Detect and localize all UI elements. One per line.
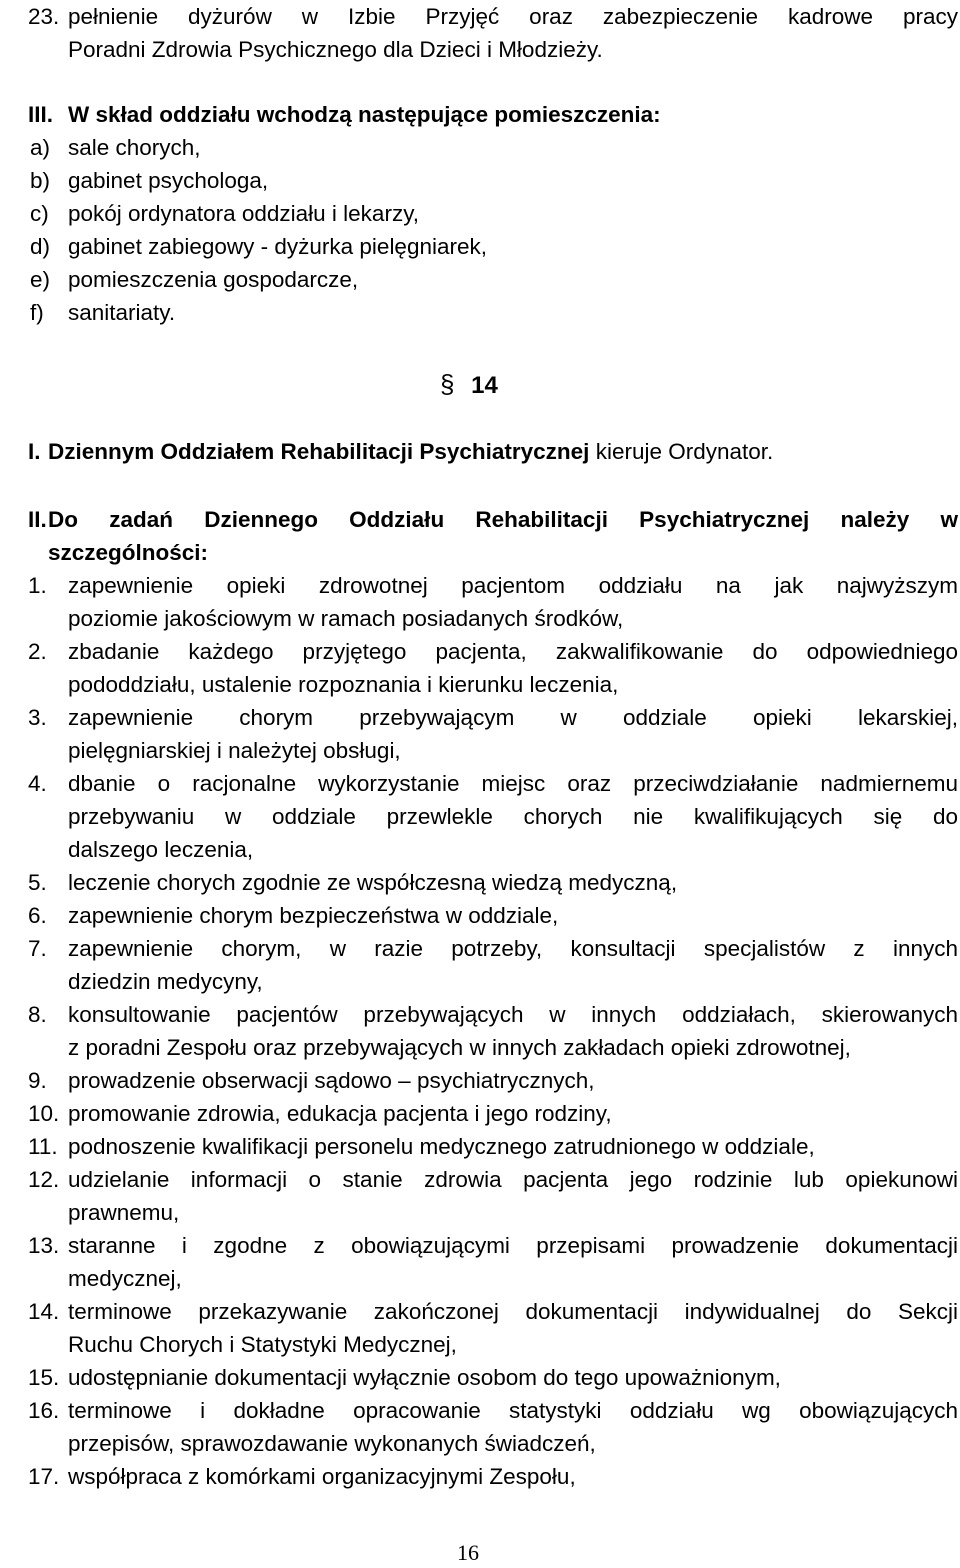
section-number: III. [28, 102, 54, 127]
list-item-text-cont: Ruchu Chorych i Statystyki Medycznej, [68, 1332, 457, 1357]
list-letter: d) [30, 234, 51, 259]
list-item: pomieszczenia gospodarcze, [68, 267, 359, 292]
paragraph-text [48, 435, 773, 468]
list-number: 17. [28, 1464, 60, 1489]
list-item-text: terminowe i dokładne opracowanie statystyki oddziału wg obowiązujących [68, 1398, 958, 1423]
list-item-text: zapewnienie chorym bezpieczeństwa w oddziale, [68, 903, 559, 928]
list-item-text: zbadanie każdego przyjętego pacjenta, zakwalifikowanie do odpowiedniego [68, 639, 958, 664]
list-item-text-cont: z poradni Zespołu oraz przebywających w innych zakładach opieki zdrowotnej, [68, 1035, 851, 1060]
list-item-text: leczenie chorych zgodnie ze współczesną wiedzą medyczną, [68, 870, 678, 895]
page-number: 16 [457, 1540, 479, 1565]
list-number: 15. [28, 1365, 60, 1390]
list-item-text: dbanie o racjonalne wykorzystanie miejsc oraz przeciwdziałanie nadmiernemu [68, 771, 958, 796]
list-item: sanitariaty. [68, 300, 176, 325]
section-heading: Do zadań Dziennego Oddziału Rehabilitacji Psychiatrycznej należy w [48, 507, 958, 532]
list-number: 6. [28, 903, 47, 928]
list-item-text: zapewnienie chorym przebywającym w oddziale opieki lekarskiej, [68, 705, 958, 730]
list-item-text-cont: pielęgniarskiej i należytej obsługi, [68, 738, 401, 763]
list-item-text-cont: dziedzin medycyny, [68, 969, 263, 994]
list-item-text: terminowe przekazywanie zakończonej dokumentacji indywidualnej do Sekcji [68, 1299, 958, 1324]
department-name: Dziennym Oddziałem Rehabilitacji Psychiatrycznej [48, 439, 590, 464]
paragraph-rest: kieruje Ordynator. [589, 439, 774, 464]
list-number: 9. [28, 1068, 47, 1093]
list-number: 7. [28, 936, 47, 961]
list-number: 2. [28, 639, 47, 664]
list-item-text: udzielanie informacji o stanie zdrowia pacjenta jego rodzinie lub opiekunowi [68, 1167, 958, 1192]
list-letter: f) [30, 300, 44, 325]
section-heading-cont: szczególności: [48, 540, 209, 565]
list-letter: c) [30, 201, 49, 226]
list-item-text-cont: Poradni Zdrowia Psychicznego dla Dzieci i Młodzieży. [68, 37, 603, 62]
list-item-text-cont: medycznej, [68, 1266, 182, 1291]
list-item-text-cont: poziomie jakościowym w ramach posiadanych środków, [68, 606, 624, 631]
section-heading: W skład oddziału wchodzą następujące pomieszczenia: [68, 102, 661, 127]
list-item: gabinet psychologa, [68, 168, 269, 193]
list-item-text: pełnienie dyżurów w Izbie Przyjęć oraz zabezpieczenie kadrowe pracy [68, 4, 958, 29]
list-letter: b) [30, 168, 51, 193]
list-item-text: współpraca z komórkami organizacyjnymi Zespołu, [68, 1464, 576, 1489]
list-number: 5. [28, 870, 47, 895]
list-item-text: zapewnienie opieki zdrowotnej pacjentom oddziału na jak najwyższym [68, 573, 958, 598]
section-number: II. [28, 507, 47, 532]
list-number: 11. [28, 1134, 58, 1159]
list-letter: a) [30, 135, 51, 160]
section-number: I. [28, 439, 41, 464]
list-number: 14. [28, 1299, 60, 1324]
list-item-text: zapewnienie chorym, w razie potrzeby, konsultacji specjalistów z innych [68, 936, 958, 961]
list-number: 16. [28, 1398, 60, 1423]
list-number: 10. [28, 1101, 60, 1126]
list-item-text: promowanie zdrowia, edukacja pacjenta i jego rodziny, [68, 1101, 612, 1126]
paragraph-heading [440, 366, 520, 402]
list-item-text: udostępnianie dokumentacji wyłącznie osobom do tego upoważnionym, [68, 1365, 781, 1390]
list-item-text: konsultowanie pacjentów przebywających w innych oddziałach, skierowanych [68, 1002, 958, 1027]
list-item-text-cont: przebywaniu w oddziale przewlekle chorych nie kwalifikujących się do [68, 804, 958, 829]
list-number: 3. [28, 705, 47, 730]
section-symbol: § [440, 369, 455, 399]
list-item: pokój ordynatora oddziału i lekarzy, [68, 201, 420, 226]
list-item: gabinet zabiegowy - dyżurka pielęgniarek, [68, 234, 487, 259]
list-item-text: staranne i zgodne z obowiązującymi przepisami prowadzenie dokumentacji [68, 1233, 958, 1258]
list-number: 1. [28, 573, 47, 598]
list-item-text: podnoszenie kwalifikacji personelu medycznego zatrudnionego w oddziale, [68, 1134, 815, 1159]
list-number: 4. [28, 771, 47, 796]
list-item-text-cont: prawnemu, [68, 1200, 180, 1225]
list-item-text: prowadzenie obserwacji sądowo – psychiatrycznych, [68, 1068, 595, 1093]
list-item-text-cont: dalszego leczenia, [68, 837, 254, 862]
list-number: 8. [28, 1002, 47, 1027]
paragraph-number: 14 [471, 372, 498, 399]
list-number: 23. [28, 4, 60, 29]
list-letter: e) [30, 267, 51, 292]
list-number: 12. [28, 1167, 60, 1192]
list-item-text-cont: pododdziału, ustalenie rozpoznania i kierunku leczenia, [68, 672, 619, 697]
list-item-text-cont: przepisów, sprawozdawanie wykonanych świadczeń, [68, 1431, 596, 1456]
list-number: 13. [28, 1233, 60, 1258]
list-item: sale chorych, [68, 135, 201, 160]
